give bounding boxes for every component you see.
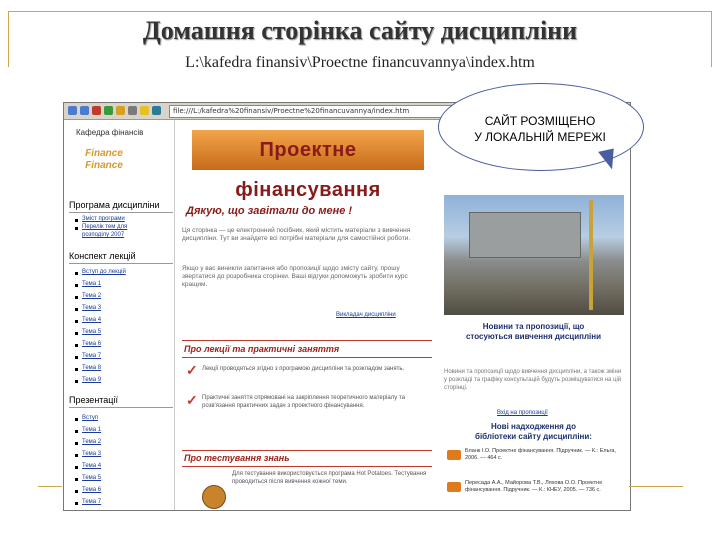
lecture-link[interactable]: Тема 2 — [82, 293, 102, 299]
presentation-link[interactable]: Тема 1 — [82, 427, 102, 433]
bullet — [75, 219, 78, 222]
book-entry[interactable]: Бланк І.О. Проектне фінансування. Підручник. — К.: Ельга, 2006. — 464 с. — [465, 448, 616, 461]
history-icon[interactable] — [152, 106, 161, 115]
photo-crane — [589, 200, 593, 310]
site-banner: Проектне фінансування — [192, 130, 424, 170]
slide-frame-bottom-right — [629, 486, 683, 487]
lecture-link[interactable]: Тема 8 — [82, 365, 102, 371]
program-link[interactable]: Перелік тем для — [82, 224, 128, 230]
presentation-link[interactable]: Тема 7 — [82, 499, 102, 505]
divider — [69, 263, 173, 264]
divider — [182, 466, 432, 467]
logo-line-2: Finance — [85, 160, 123, 171]
books-heading-line-2: бібліотеки сайту дисципліни: — [475, 432, 592, 441]
address-bar[interactable]: file:///L:/kafedra%20finansiv/Proectne%20financuvannya/index.htm — [169, 105, 504, 118]
books-heading-line-1: Нові надходження до — [490, 422, 577, 431]
slide-title: Домашня сторінка сайту дисципліни — [142, 16, 578, 45]
presentation-link[interactable]: Вступ — [82, 415, 99, 421]
slide-frame-top — [8, 11, 712, 12]
testing-heading: Про тестування знань — [184, 453, 290, 463]
news-heading — [451, 322, 616, 342]
book-entry[interactable]: Пересада А.А., Майорова Т.В., Ляхова О.О. Проектне фінансування. Підручник. — К.: КНЕУ, 2005. — 736 с. — [465, 480, 603, 493]
finance-logo — [74, 148, 134, 180]
program-link[interactable]: Зміст програми — [82, 216, 125, 222]
divider — [182, 340, 432, 341]
lecture-link[interactable]: Тема 7 — [82, 353, 102, 359]
lectures-info-text: Лекції проводяться згідно з програмою дисципліни та розкладом занять. — [202, 366, 405, 372]
stop-icon[interactable] — [92, 106, 101, 115]
callout-line-1: САЙТ РОЗМІЩЕНО — [484, 114, 596, 128]
testing-text: Для тестування використовується програма Hot Potatoes. Тестування проводиться після вивчення кожної теми. — [232, 471, 427, 485]
divider — [182, 357, 432, 358]
site-main — [176, 120, 436, 510]
presentation-link[interactable]: Тема 3 — [82, 451, 102, 457]
news-heading-line-2: стосуються вивчення дисципліни — [465, 332, 601, 341]
divider — [69, 407, 173, 408]
refresh-icon[interactable] — [104, 106, 113, 115]
program-link[interactable]: розподілу 2007 — [82, 232, 125, 238]
lectures-heading: Конспект лекцій — [69, 251, 136, 261]
site-sidebar — [64, 120, 175, 510]
teacher-link[interactable]: Викладач дисципліни — [336, 312, 396, 318]
welcome-heading: Дякую, що завітали до мене ! — [186, 205, 353, 217]
favorites-icon[interactable] — [140, 106, 149, 115]
divider — [69, 212, 173, 213]
practice-info-text: Практичні заняття спрямовані на закріплення теоретичного матеріалу та розв'язання практичних задач з проектного фінансування. — [202, 395, 405, 409]
home-icon[interactable] — [116, 106, 125, 115]
presentation-link[interactable]: Тема 5 — [82, 475, 102, 481]
lecture-link[interactable]: Тема 5 — [82, 329, 102, 335]
lecture-link[interactable]: Тема 6 — [82, 341, 102, 347]
intro-paragraph-2: Якщо у вас виникли запитання або пропозиції щодо змісту сайту, прошу звертатися до розробника сторінки. Ваші відгуки допоможуть зробити курс кращим. — [182, 265, 408, 288]
callout-line-2: У ЛОКАЛЬНІЙ МЕРЕЖІ — [474, 130, 606, 144]
news-link[interactable]: Вхід на пропозиції — [497, 410, 548, 416]
logo-line-1: Finance — [85, 148, 123, 159]
checkmark-icon: ✓ — [186, 392, 198, 408]
presentation-link[interactable]: Тема 2 — [82, 439, 102, 445]
divider — [182, 450, 432, 451]
callout-text — [438, 113, 642, 145]
forward-icon[interactable] — [80, 106, 89, 115]
news-heading-line-1: Новини та пропозиції, що — [482, 322, 585, 331]
lecture-link[interactable]: Тема 1 — [82, 281, 102, 287]
lecture-link[interactable]: Тема 9 — [82, 377, 102, 383]
presentation-link[interactable]: Тема 6 — [82, 487, 102, 493]
lectures-info-heading: Про лекції та практичні заняття — [184, 344, 340, 354]
presentation-link[interactable]: Тема 4 — [82, 463, 102, 469]
slide-frame-bottom-left — [38, 486, 62, 487]
search-icon[interactable] — [128, 106, 137, 115]
department-label: Кафедра фінансів — [76, 128, 144, 137]
lecture-link[interactable]: Вступ до лекцій — [82, 269, 126, 275]
checkmark-icon: ✓ — [186, 362, 198, 378]
program-heading: Програма дисципліни — [69, 200, 160, 210]
lecture-link[interactable]: Тема 3 — [82, 305, 102, 311]
book-icon — [447, 450, 461, 460]
hot-potatoes-icon — [202, 485, 226, 509]
photo-panel — [469, 212, 581, 258]
site-right-column — [439, 120, 629, 510]
books-heading — [451, 422, 616, 442]
bullet — [75, 227, 78, 230]
back-icon[interactable] — [68, 106, 77, 115]
book-icon — [447, 482, 461, 492]
lecture-link[interactable]: Тема 4 — [82, 317, 102, 323]
slide-path: L:\kafedra finansiv\Proectne financuvannya\index.htm — [185, 54, 535, 71]
presentations-heading: Презентації — [69, 395, 118, 405]
news-text: Новини та пропозиції щодо вивчення дисципліни, а також зміни у розкладі та графіку консультацій будуть розміщуватися на цій сторінці. — [444, 369, 622, 391]
intro-paragraph: Ця сторінка — це електронний посібник, який містить матеріали з вивчення дисципліни. Тут ви знайдете всі потрібні матеріали для самостійної роботи. — [182, 227, 411, 242]
